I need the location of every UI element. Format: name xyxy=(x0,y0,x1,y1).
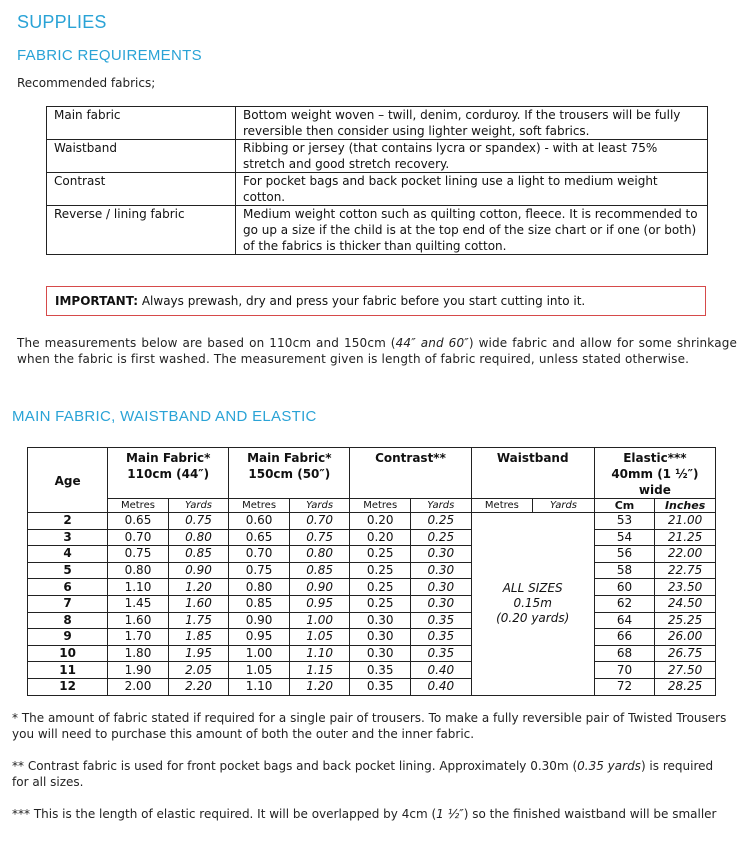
metres-110-cell: 1.90 xyxy=(108,662,169,679)
footnote3-part2: ) so the finished waistband will be smaller xyxy=(463,807,717,821)
table-row xyxy=(28,645,716,662)
contrast-yards-cell: 0.40 xyxy=(411,678,472,695)
yards-150-cell: 1.00 xyxy=(289,612,350,629)
col5-line2: 40mm (1 ½″) xyxy=(611,467,699,481)
yards-150-cell: 1.10 xyxy=(289,645,350,662)
contrast-metres-cell: 0.20 xyxy=(350,529,411,546)
yards-150-cell: 1.05 xyxy=(289,629,350,646)
metres-110-cell: 1.80 xyxy=(108,645,169,662)
age-cell: 8 xyxy=(28,612,108,629)
footnote2-italic: 0.35 yards xyxy=(577,759,641,773)
yards-110-cell: 1.75 xyxy=(168,612,229,629)
metres-label: Metres xyxy=(350,499,411,513)
yards-150-cell: 0.80 xyxy=(289,546,350,563)
fabric-requirements-heading: FABRIC REQUIREMENTS xyxy=(17,47,202,64)
elastic-header xyxy=(594,448,715,499)
contrast-metres-cell: 0.25 xyxy=(350,579,411,596)
contrast-yards-cell: 0.35 xyxy=(411,612,472,629)
contrast-yards-cell: 0.30 xyxy=(411,562,472,579)
cm-label: Cm xyxy=(594,499,654,513)
metres-110-cell: 1.60 xyxy=(108,612,169,629)
metres-150-cell: 0.65 xyxy=(229,529,290,546)
yards-label: Yards xyxy=(533,499,595,513)
contrast-yards-cell: 0.30 xyxy=(411,579,472,596)
table-row xyxy=(28,513,716,530)
yards-110-cell: 1.60 xyxy=(168,595,229,612)
metres-110-cell: 1.10 xyxy=(108,579,169,596)
elastic-inches-cell: 21.00 xyxy=(655,513,716,530)
fabric-row xyxy=(47,140,708,173)
col2-line2: 150cm (50″) xyxy=(248,467,331,481)
table-row xyxy=(28,662,716,679)
elastic-cm-cell: 58 xyxy=(594,562,654,579)
col2-line1: Main Fabric* xyxy=(247,451,332,465)
elastic-inches-cell: 25.25 xyxy=(655,612,716,629)
elastic-inches-cell: 26.00 xyxy=(655,629,716,646)
yards-label: Yards xyxy=(411,499,472,513)
main-fabric-150-header xyxy=(229,448,350,499)
important-label: IMPORTANT: xyxy=(55,294,139,308)
fabric-row xyxy=(47,107,708,140)
waistband-all-sizes xyxy=(471,513,594,696)
age-header: Age xyxy=(28,448,108,513)
fabric-name: Main fabric xyxy=(47,107,236,140)
important-text: Always prewash, dry and press your fabric before you start cutting into it. xyxy=(138,294,586,308)
table-row xyxy=(28,529,716,546)
metres-110-cell: 0.65 xyxy=(108,513,169,530)
elastic-inches-cell: 23.50 xyxy=(655,579,716,596)
fabric-row xyxy=(47,173,708,206)
yards-110-cell: 0.80 xyxy=(168,529,229,546)
table-row xyxy=(28,595,716,612)
contrast-metres-cell: 0.25 xyxy=(350,562,411,579)
contrast-yards-cell: 0.35 xyxy=(411,629,472,646)
metres-110-cell: 2.00 xyxy=(108,678,169,695)
footnote2-part2: ) is required for all sizes. xyxy=(12,759,714,789)
fabric-row xyxy=(47,206,708,255)
waistband-line3: (0.20 yards) xyxy=(496,611,570,626)
table-row xyxy=(28,562,716,579)
age-cell: 2 xyxy=(28,513,108,530)
elastic-cm-cell: 66 xyxy=(594,629,654,646)
metres-110-cell: 0.75 xyxy=(108,546,169,563)
contrast-metres-cell: 0.35 xyxy=(350,678,411,695)
elastic-cm-cell: 53 xyxy=(594,513,654,530)
contrast-yards-cell: 0.25 xyxy=(411,513,472,530)
yards-150-cell: 0.85 xyxy=(289,562,350,579)
measure-note-italic: 44″ and 60″ xyxy=(395,336,469,350)
elastic-cm-cell: 60 xyxy=(594,579,654,596)
metres-150-cell: 0.90 xyxy=(229,612,290,629)
metres-label: Metres xyxy=(471,499,533,513)
age-cell: 5 xyxy=(28,562,108,579)
fabric-name: Waistband xyxy=(47,140,236,173)
metres-110-cell: 0.70 xyxy=(108,529,169,546)
footnote-3 xyxy=(12,806,732,822)
col5-line3: wide xyxy=(638,483,671,497)
yards-label: Yards xyxy=(168,499,229,513)
metres-150-cell: 0.85 xyxy=(229,595,290,612)
important-notice xyxy=(46,286,706,316)
yards-110-cell: 2.05 xyxy=(168,662,229,679)
yards-150-cell: 0.75 xyxy=(289,529,350,546)
yards-150-cell: 1.20 xyxy=(289,678,350,695)
subheader-row xyxy=(28,499,716,513)
yards-label: Yards xyxy=(289,499,350,513)
metres-150-cell: 0.75 xyxy=(229,562,290,579)
contrast-metres-cell: 0.20 xyxy=(350,513,411,530)
footnote-1: * The amount of fabric stated if required for a single pair of trousers. To make a fully reversible pair of Twisted Trousers you will need to purchase this amount of both the outer and the inner fabric. xyxy=(12,711,727,741)
elastic-inches-cell: 26.75 xyxy=(655,645,716,662)
inches-label: Inches xyxy=(655,499,716,513)
elastic-cm-cell: 62 xyxy=(594,595,654,612)
yards-110-cell: 0.75 xyxy=(168,513,229,530)
elastic-inches-cell: 24.50 xyxy=(655,595,716,612)
contrast-metres-cell: 0.25 xyxy=(350,546,411,563)
fabric-desc: Bottom weight woven – twill, denim, corduroy. If the trousers will be fully reversible then consider using lighter weight, soft fabrics. xyxy=(236,107,708,140)
metres-150-cell: 0.95 xyxy=(229,629,290,646)
elastic-cm-cell: 64 xyxy=(594,612,654,629)
contrast-header: Contrast** xyxy=(350,448,471,499)
age-cell: 3 xyxy=(28,529,108,546)
contrast-yards-cell: 0.40 xyxy=(411,662,472,679)
fabric-desc: Medium weight cotton such as quilting cotton, fleece. It is recommended to go up a size if the child is at the top end of the size chart or if one (or both) of the fabrics is thicker than quilting cotton. xyxy=(236,206,708,255)
contrast-yards-cell: 0.25 xyxy=(411,529,472,546)
elastic-inches-cell: 27.50 xyxy=(655,662,716,679)
elastic-cm-cell: 56 xyxy=(594,546,654,563)
contrast-yards-cell: 0.35 xyxy=(411,645,472,662)
age-cell: 6 xyxy=(28,579,108,596)
elastic-cm-cell: 68 xyxy=(594,645,654,662)
elastic-inches-cell: 28.25 xyxy=(655,678,716,695)
main-fabric-110-header xyxy=(108,448,229,499)
measure-note-part1: The measurements below are based on 110cm and 150cm ( xyxy=(17,336,396,350)
col1-line2: 110cm (44″) xyxy=(127,467,210,481)
contrast-metres-cell: 0.30 xyxy=(350,629,411,646)
yards-150-cell: 0.90 xyxy=(289,579,350,596)
contrast-yards-cell: 0.30 xyxy=(411,595,472,612)
contrast-yards-cell: 0.30 xyxy=(411,546,472,563)
metres-110-cell: 0.80 xyxy=(108,562,169,579)
page-title: SUPPLIES xyxy=(17,12,107,32)
elastic-cm-cell: 54 xyxy=(594,529,654,546)
table-row xyxy=(28,546,716,563)
elastic-cm-cell: 72 xyxy=(594,678,654,695)
fabric-table xyxy=(46,106,708,255)
metres-150-cell: 1.10 xyxy=(229,678,290,695)
fabric-desc: Ribbing or jersey (that contains lycra or spandex) - with at least 75% stretch and good stretch recovery. xyxy=(236,140,708,173)
metres-150-cell: 0.80 xyxy=(229,579,290,596)
age-cell: 4 xyxy=(28,546,108,563)
table-row xyxy=(28,678,716,695)
elastic-inches-cell: 22.75 xyxy=(655,562,716,579)
yards-150-cell: 0.70 xyxy=(289,513,350,530)
fabric-desc: For pocket bags and back pocket lining use a light to medium weight cotton. xyxy=(236,173,708,206)
col5-line1: Elastic*** xyxy=(623,451,687,465)
yards-110-cell: 0.85 xyxy=(168,546,229,563)
yards-150-cell: 0.95 xyxy=(289,595,350,612)
yards-110-cell: 2.20 xyxy=(168,678,229,695)
footnote2-part1: ** Contrast fabric is used for front pocket bags and back pocket lining. Approximately 0.30m ( xyxy=(12,759,578,773)
age-cell: 7 xyxy=(28,595,108,612)
age-cell: 10 xyxy=(28,645,108,662)
elastic-inches-cell: 21.25 xyxy=(655,529,716,546)
contrast-metres-cell: 0.35 xyxy=(350,662,411,679)
yards-110-cell: 0.90 xyxy=(168,562,229,579)
waistband-line2: 0.15m xyxy=(513,596,552,611)
table-row xyxy=(28,612,716,629)
footnote-2 xyxy=(12,758,732,790)
main-fabric-heading: MAIN FABRIC, WAISTBAND AND ELASTIC xyxy=(12,408,317,425)
yards-110-cell: 1.95 xyxy=(168,645,229,662)
elastic-cm-cell: 70 xyxy=(594,662,654,679)
yards-150-cell: 1.15 xyxy=(289,662,350,679)
contrast-metres-cell: 0.30 xyxy=(350,612,411,629)
metres-150-cell: 1.05 xyxy=(229,662,290,679)
age-cell: 11 xyxy=(28,662,108,679)
col1-line1: Main Fabric* xyxy=(125,451,211,465)
metres-150-cell: 0.60 xyxy=(229,513,290,530)
yards-110-cell: 1.20 xyxy=(168,579,229,596)
age-cell: 12 xyxy=(28,678,108,695)
waistband-line1: ALL SIZES xyxy=(502,581,563,596)
contrast-metres-cell: 0.30 xyxy=(350,645,411,662)
contrast-metres-cell: 0.25 xyxy=(350,595,411,612)
age-cell: 9 xyxy=(28,629,108,646)
yards-110-cell: 1.85 xyxy=(168,629,229,646)
measurement-note xyxy=(17,335,737,367)
metres-110-cell: 1.70 xyxy=(108,629,169,646)
metres-150-cell: 0.70 xyxy=(229,546,290,563)
recommended-label: Recommended fabrics; xyxy=(17,76,156,90)
elastic-inches-cell: 22.00 xyxy=(655,546,716,563)
table-row xyxy=(28,579,716,596)
metres-110-cell: 1.45 xyxy=(108,595,169,612)
measure-note-part2: ) wide fabric and allow for some shrinkage when the fabric is first washed. The measurement given is length of fabric required, unless stated otherwise. xyxy=(17,336,737,366)
metres-label: Metres xyxy=(108,499,169,513)
fabric-name: Reverse / lining fabric xyxy=(47,206,236,255)
footnote3-italic: 1 ½″ xyxy=(436,807,464,821)
metres-label: Metres xyxy=(229,499,290,513)
footnote3-part1: *** This is the length of elastic required. It will be overlapped by 4cm ( xyxy=(12,807,437,821)
requirements-table xyxy=(27,447,716,696)
table-row xyxy=(28,629,716,646)
waistband-header: Waistband xyxy=(471,448,594,499)
fabric-name: Contrast xyxy=(47,173,236,206)
header-row xyxy=(28,448,716,499)
metres-150-cell: 1.00 xyxy=(229,645,290,662)
